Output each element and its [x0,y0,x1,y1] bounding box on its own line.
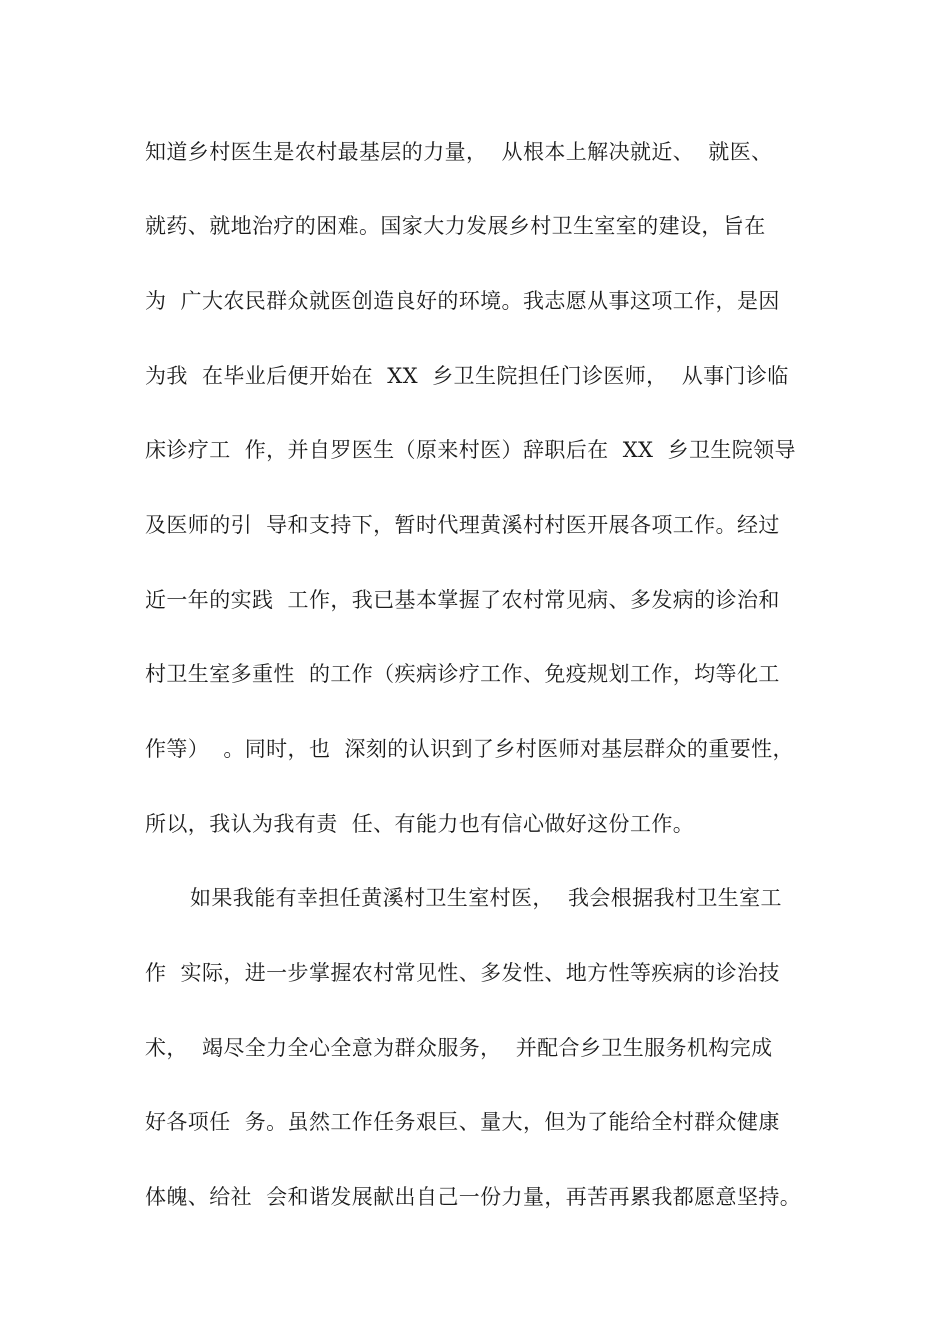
paragraph-line: 为我 在毕业后便开始在 XX 乡卫生院担任门诊医师， 从事门诊临 [145,364,789,388]
paragraph-line: 近一年的实践 工作，我已基本掌握了农村常见病、多发病的诊治和 [145,588,780,612]
paragraph-line: 如果我能有幸担任黄溪村卫生室村医， 我会根据我村卫生室工 [190,886,782,910]
paragraph-line: 为 广大农民群众就医创造良好的环境。我志愿从事这项工作，是因 [145,289,780,313]
paragraph-line: 床诊疗工 作，并自罗医生（原来村医）辞职后在 XX 乡卫生院领导 [145,438,796,462]
paragraph-line: 所以，我认为我有责 任、有能力也有信心做好这份工作。 [145,812,695,836]
paragraph-line: 就药、就地治疗的困难。国家大力发展乡村卫生室室的建设，旨在 [145,214,766,238]
paragraph-line: 知道乡村医生是农村最基层的力量， 从根本上解决就近、 就医、 [145,140,773,164]
paragraph-line: 体魄、给社 会和谐发展献出自己一份力量，再苦再累我都愿意坚持。 [145,1185,802,1209]
paragraph-line: 作 实际，进一步掌握农村常见性、多发性、地方性等疾病的诊治技 [145,961,780,985]
paragraph-line: 作等） 。同时，也 深刻的认识到了乡村医师对基层群众的重要性， [145,737,794,761]
paragraph-line: 村卫生室多重性 的工作（疾病诊疗工作、免疫规划工作，均等化工 [145,662,780,686]
paragraph-line: 术， 竭尽全力全心全意为群众服务， 并配合乡卫生服务机构完成 [145,1036,773,1060]
paragraph-line: 及医师的引 导和支持下，暂时代理黄溪村村医开展各项工作。经过 [145,513,780,537]
paragraph-line: 好各项任 务。虽然工作任务艰巨、量大，但为了能给全村群众健康 [145,1110,780,1134]
